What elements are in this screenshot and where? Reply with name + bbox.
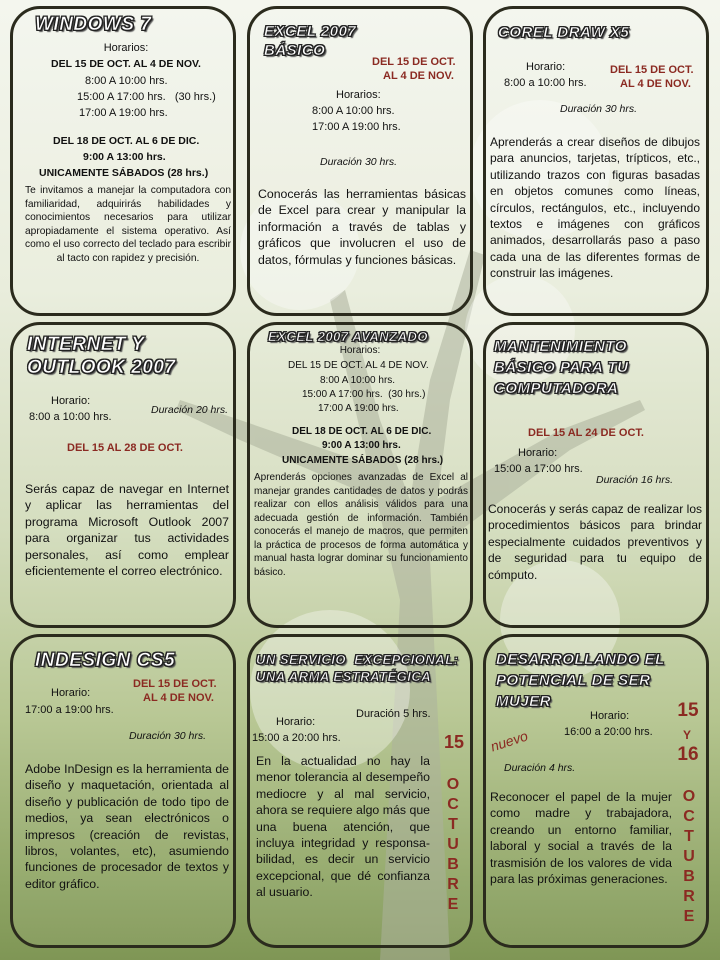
servicio-horario-label: Horario: xyxy=(276,716,316,728)
month-letter: B xyxy=(447,856,459,873)
mantenimiento-title-line1: MANTENIMIENTO xyxy=(494,338,627,355)
indesign-dates2: AL 4 DE NOV. xyxy=(143,692,214,704)
excelav-dates2: DEL 18 DE OCT. AL 6 DE DIC. xyxy=(292,426,432,437)
mujer-day1: 15 xyxy=(677,700,699,721)
mujer-month xyxy=(680,787,698,927)
mujer-title-line3: MUJER xyxy=(496,693,552,710)
corel-dates2: AL 4 DE NOV. xyxy=(620,78,691,90)
excelav-time1: 8:00 A 10:00 hrs. xyxy=(320,375,396,386)
mantenimiento-description: Conocerás y serás capaz de realizar los procedimientos básicos para brindar especialmente cuidados preventivos y de seguridad para tu equipo de cómputo. xyxy=(488,502,702,582)
excel2007-duracion: Duración 30 hrs. xyxy=(320,156,398,168)
corel-horario-label: Horario: xyxy=(526,61,566,73)
mantenimiento-time1: 15:00 a 17:00 hrs. xyxy=(494,463,583,475)
mujer-y: Y xyxy=(682,728,691,742)
windows7-time2: 15:00 A 17:00 hrs. (30 hrs.) xyxy=(77,91,216,103)
windows7-time1: 8:00 A 10:00 hrs. xyxy=(85,75,168,87)
mantenimiento-title-line2: BÁSICO PARA TU xyxy=(494,359,629,376)
month-letter: U xyxy=(683,848,695,865)
month-letter: B xyxy=(683,868,695,885)
month-letter: C xyxy=(447,796,459,813)
month-letter: O xyxy=(446,776,460,793)
servicio-title-line1: UN SERVICIO EXCEPCIONAL: xyxy=(256,652,459,667)
mujer-time1: 16:00 a 20:00 hrs. xyxy=(564,726,653,738)
mantenimiento-dates1: DEL 15 AL 24 DE OCT. xyxy=(528,427,644,439)
month-letter: R xyxy=(447,876,459,893)
windows7-horarios-label: Horarios: xyxy=(103,42,149,54)
excelav-sabados: UNICAMENTE SÁBADOS (28 hrs.) xyxy=(282,455,444,466)
month-letter: T xyxy=(448,816,458,833)
excelav-time3: 17:00 A 19:00 hrs. xyxy=(318,403,399,414)
month-letter: R xyxy=(683,888,695,905)
servicio-title-line2: UNA ARMA ESTRATÉGICA xyxy=(256,669,432,684)
internet-dates1: DEL 15 AL 28 DE OCT. xyxy=(67,442,183,454)
excelav-dates1: DEL 15 DE OCT. AL 4 DE NOV. xyxy=(288,360,429,371)
corel-title: COREL DRAW X5 xyxy=(498,24,630,41)
excelav-time2: 15:00 A 17:00 hrs. (30 hrs.) xyxy=(302,389,426,400)
windows7-time4: 9:00 A 13:00 hrs. xyxy=(83,151,166,163)
excel2007-time1: 8:00 A 10:00 hrs. xyxy=(312,105,395,117)
internet-title-line2: OUTLOOK 2007 xyxy=(27,357,176,378)
excel2007-card xyxy=(247,6,473,316)
excel2007-horarios-label: Horarios: xyxy=(336,89,381,101)
windows7-sabados: UNICAMENTE SÁBADOS (28 hrs.) xyxy=(39,167,209,179)
mujer-card xyxy=(483,634,709,948)
mantenimiento-duracion: Duración 16 hrs. xyxy=(596,474,674,486)
mujer-horario-label: Horario: xyxy=(590,710,630,722)
month-letter: T xyxy=(684,828,694,845)
month-letter: E xyxy=(447,896,459,913)
corel-description: Aprenderás a crear diseños de dibujos para anuncios, tarjetas, trípticos, etc., utilizando trazos con figuras basadas en objetos comunes como líneas, círculos, rectángulos, etc., incluyendo textos e imágenes con gráficos animados, desarrollarás paso a paso cada una de las diferentes formas de construir las imágenes. xyxy=(490,135,700,281)
mantenimiento-card xyxy=(483,322,709,628)
corel-duracion: Duración 30 hrs. xyxy=(560,103,638,115)
corel-time1: 8:00 a 10:00 hrs. xyxy=(504,77,587,89)
excel2007-title-line1: EXCEL 2007 xyxy=(264,23,357,40)
servicio-card xyxy=(247,634,473,948)
excel2007-dates2: AL 4 DE NOV. xyxy=(383,70,454,82)
internet-duracion: Duración 20 hrs. xyxy=(151,404,229,416)
windows7-dates2: DEL 18 DE OCT. AL 6 DE DIC. xyxy=(53,135,200,147)
excelav-description: Aprenderás opciones avanzadas de Excel al manejar grandes cantidades de datos y podrás realizar con ellos análisis válidos para una adecuada gestión de información. También conocerás el manejo de macros, que permiten la práctica de procesos de forma automática y manual hasta lograr dominar su funcionamiento básico. xyxy=(254,472,468,578)
internet-time1: 8:00 a 10:00 hrs. xyxy=(29,411,112,423)
excelav-time4: 9:00 A 13:00 hrs. xyxy=(322,440,401,451)
mujer-title-line2: POTENCIAL DE SER xyxy=(496,672,651,689)
indesign-dates1: DEL 15 DE OCT. xyxy=(133,678,217,690)
excelav-title: EXCEL 2007 AVANZADO xyxy=(268,329,429,344)
windows7-description: Te invitamos a manejar la computadora con familiaridad, adquirirás habilidades y conocimientos necesarios para utilizar apropiadamente el sistema operativo. Así como el uso correcto del teclado para escribir al tacto con rapidez y precisión. xyxy=(25,185,231,264)
corel-dates1: DEL 15 DE OCT. xyxy=(610,64,694,76)
internet-horario-label: Horario: xyxy=(51,395,91,407)
windows7-title: WINDOWS 7 xyxy=(35,14,152,35)
mujer-day2: 16 xyxy=(677,744,699,765)
indesign-card xyxy=(10,634,236,948)
excel2007-time2: 17:00 A 19:00 hrs. xyxy=(312,121,401,133)
mujer-title-line1: DESARROLLANDO EL xyxy=(496,651,665,668)
windows7-time3: 17:00 A 19:00 hrs. xyxy=(79,107,168,119)
excelav-horarios-label: Horarios: xyxy=(339,345,381,356)
internet-title-line1: INTERNET Y xyxy=(27,334,145,355)
windows7-dates1: DEL 15 DE OCT. AL 4 DE NOV. xyxy=(51,58,201,70)
mujer-description: Reconocer el papel de la mujer como madre y trabajadora, creando un entorno familiar, laboral y social a través de la trasmisión de los valores de vida para las próximas generaciones. xyxy=(490,790,672,887)
month-letter: U xyxy=(447,836,459,853)
month-letter: C xyxy=(683,808,695,825)
servicio-day: 15 xyxy=(443,732,465,752)
mujer-nuevo-badge: nuevo xyxy=(488,727,530,755)
servicio-month xyxy=(444,775,462,915)
excel2007-title-line2: BÁSICO xyxy=(264,42,326,59)
mantenimiento-title-line3: COMPUTADORA xyxy=(494,380,619,397)
month-letter: E xyxy=(683,908,695,925)
windows7-card xyxy=(10,6,236,316)
mujer-duracion: Duración 4 hrs. xyxy=(504,762,576,774)
excel2007-description: Conocerás las herramientas básicas de Excel para crear y manipular la información a través de tablas y gráficos que involucren el uso de datos, fórmulas y funciones básicas. xyxy=(258,187,466,267)
month-letter: O xyxy=(682,788,696,805)
mantenimiento-horario-label: Horario: xyxy=(518,447,558,459)
corel-card xyxy=(483,6,709,316)
servicio-duracion: Duración 5 hrs. xyxy=(356,708,431,720)
indesign-horario-label: Horario: xyxy=(51,687,91,699)
indesign-time1: 17:00 a 19:00 hrs. xyxy=(25,704,114,716)
servicio-description: En la actualidad no hay la menor tolerancia al desempeño mediocre y al mal servicio, ahora se requiere algo más que una buena atención, que incluya integridad y responsa-bilidad, es decir un servicio excepcional, que dé confianza al usuario. xyxy=(256,754,430,900)
indesign-title: INDESIGN CS5 xyxy=(35,650,176,671)
excel2007-dates1: DEL 15 DE OCT. xyxy=(372,56,456,68)
internet-description: Serás capaz de navegar en Internet y aplicar las herramientas del programa Microsoft Outlook 2007 para organizar tus actividades personales, así como emplear eficientemente el correo electrónico. xyxy=(25,482,229,579)
servicio-time1: 15:00 a 20:00 hrs. xyxy=(252,732,341,744)
excel-avanzado-card xyxy=(247,322,473,628)
internet-card xyxy=(10,322,236,628)
indesign-duracion: Duración 30 hrs. xyxy=(129,730,207,742)
indesign-description: Adobe InDesign es la herramienta de diseño y maquetación, orientada al diseño y publicación de todo tipo de medios, ya sean electrónicos o impresos (creación de revistas, libros, volantes, etc), asumiendo funciones de procesador de textos y editor gráfico. xyxy=(25,762,229,891)
